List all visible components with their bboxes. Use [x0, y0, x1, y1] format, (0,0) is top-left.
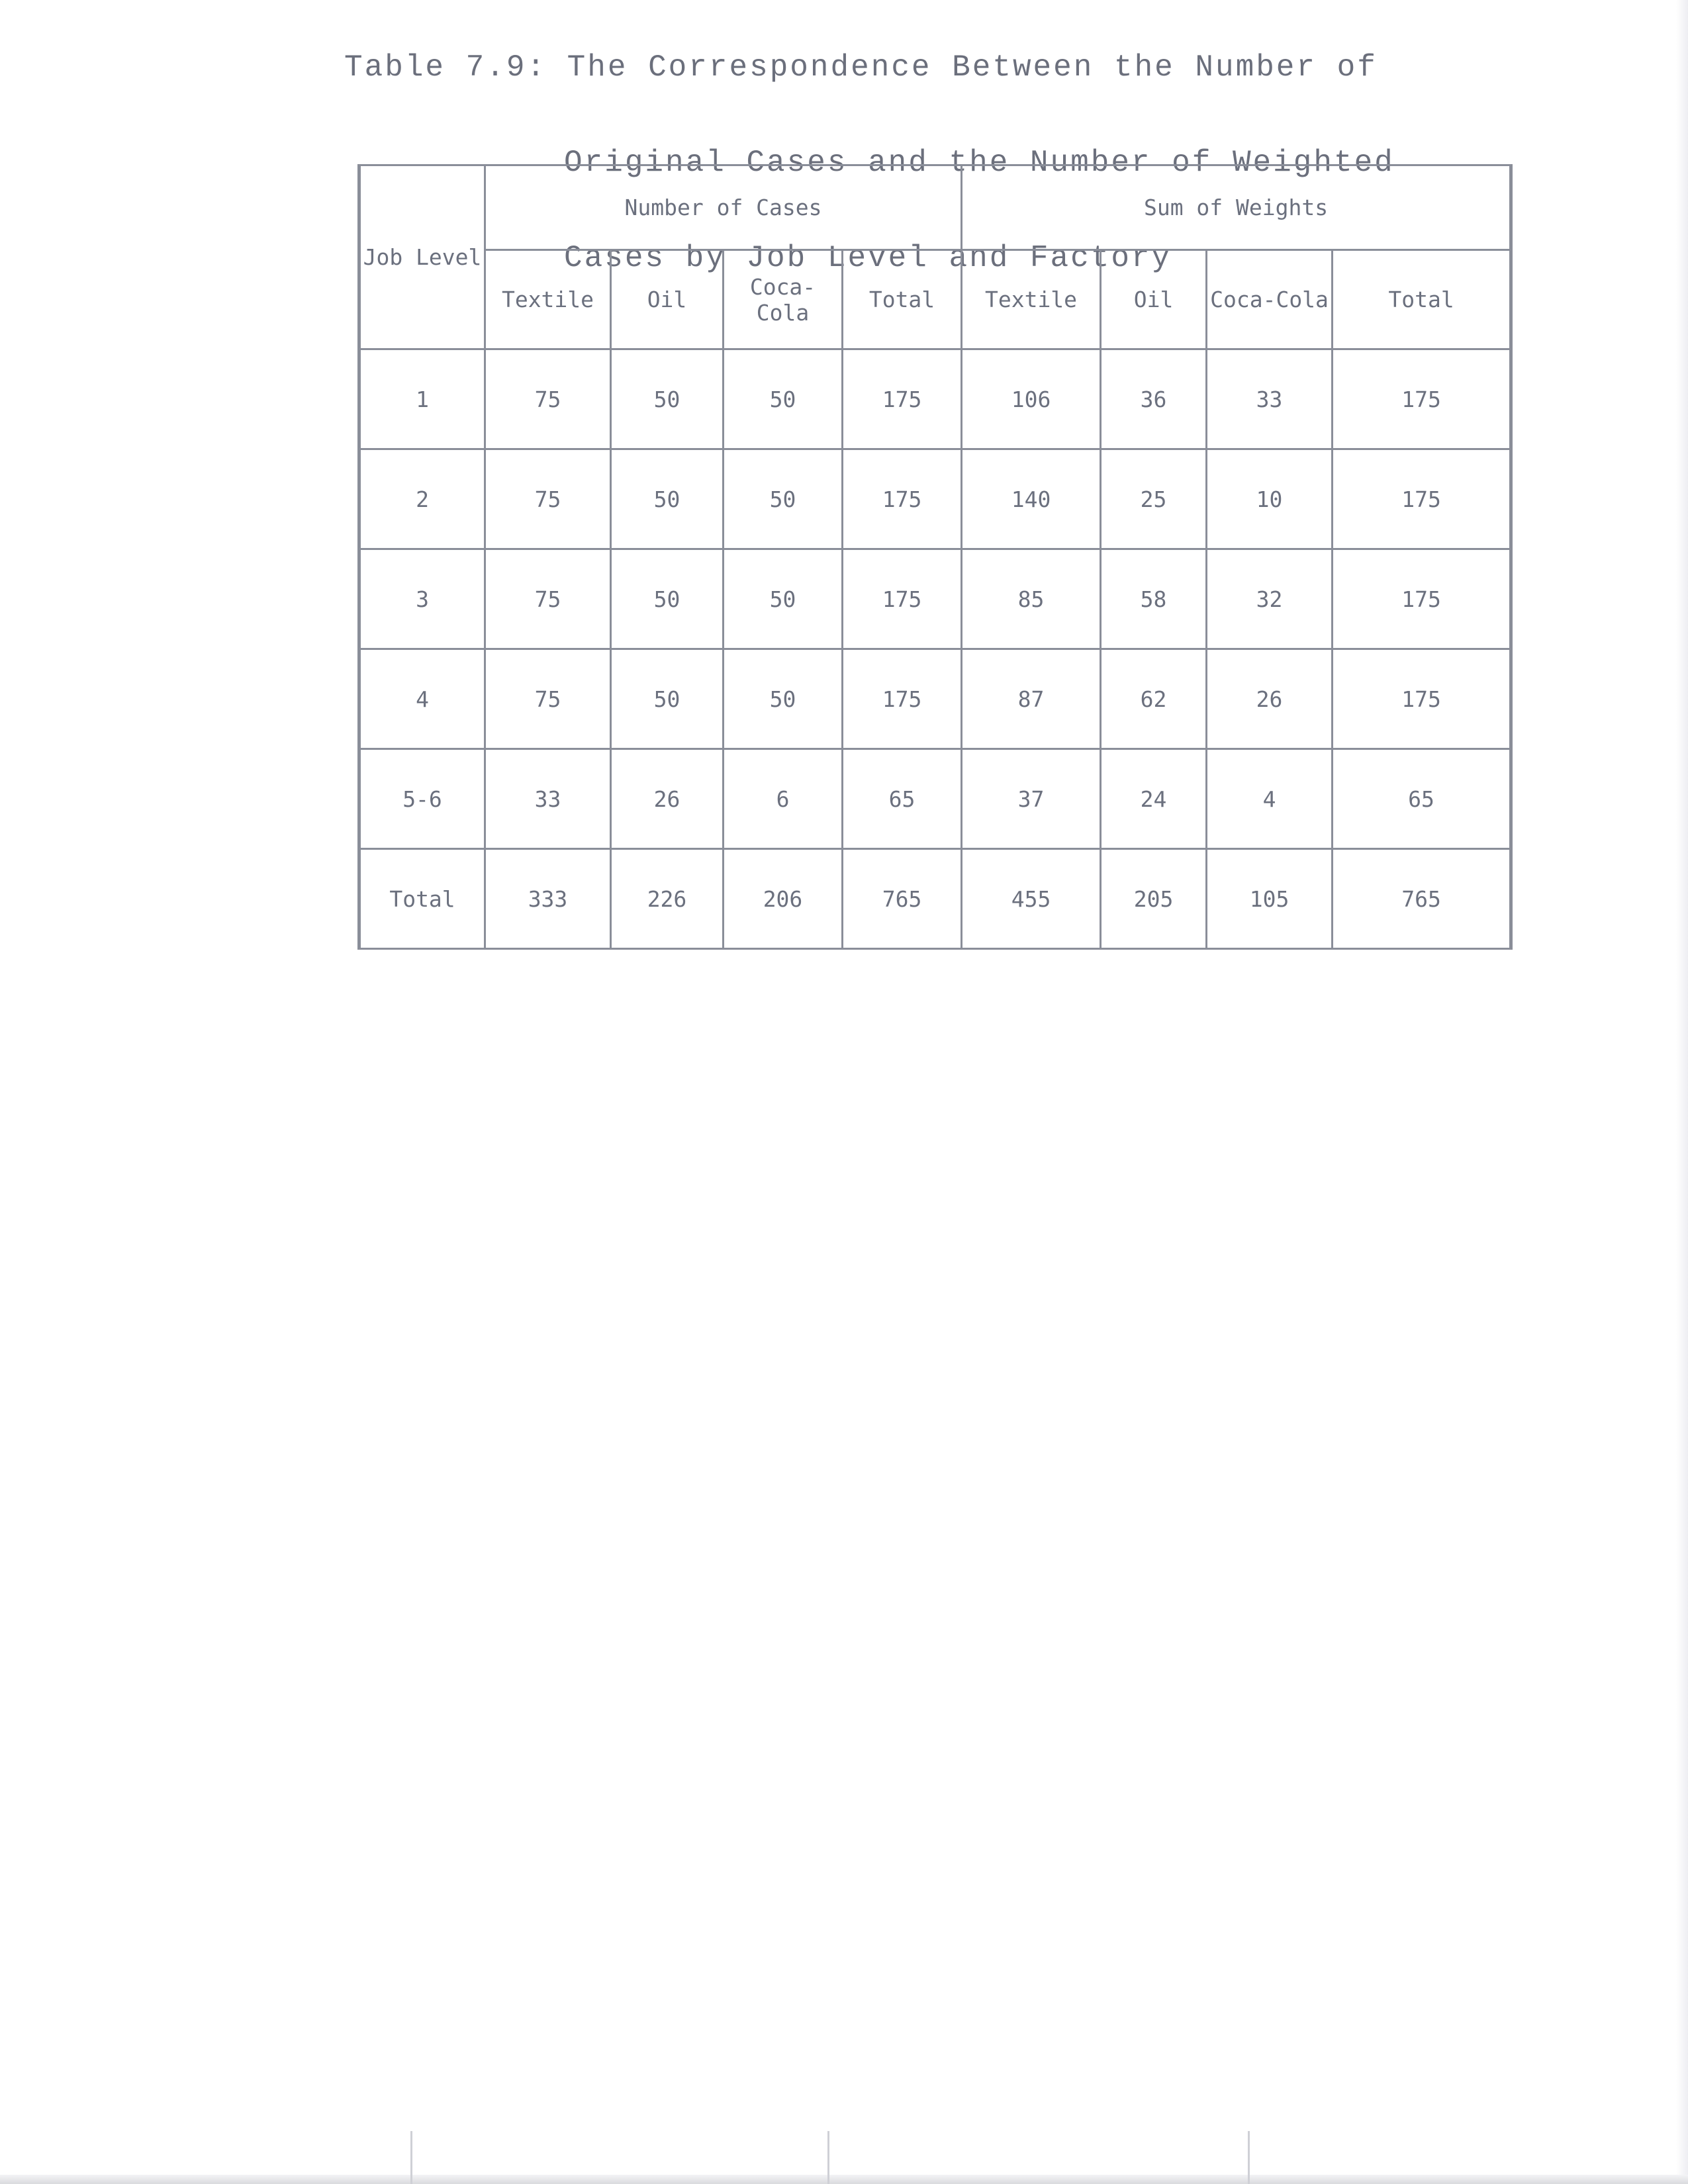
col-header-weights-cocacola: Coca-Cola [1207, 250, 1333, 349]
table-cell: 105 [1207, 849, 1333, 949]
table-cell: 50 [724, 549, 843, 649]
table-cell: 175 [1333, 449, 1511, 549]
col-header-cases-oil: Oil [611, 250, 724, 349]
table-cell: 765 [843, 849, 962, 949]
table-cell: 175 [843, 449, 962, 549]
table-cell: 75 [485, 649, 611, 749]
table-cell: 50 [611, 449, 724, 549]
table-cell: 765 [1333, 849, 1511, 949]
table-row [359, 749, 1511, 849]
col-header-cases-cocacola: Coca-Cola [724, 250, 843, 349]
table-row [359, 649, 1511, 749]
col-header-cases-total: Total [843, 250, 962, 349]
col-header-cases-textile: Textile [485, 250, 611, 349]
table-cell: 50 [724, 349, 843, 449]
table-cell: 50 [724, 649, 843, 749]
table-cell: 333 [485, 849, 611, 949]
scan-right-edge [1676, 0, 1688, 2184]
scan-edge-shadow [0, 2175, 1688, 2184]
table-cell: 175 [1333, 349, 1511, 449]
scan-tick [410, 2131, 412, 2184]
table-cell: 85 [962, 549, 1101, 649]
table-cell: 140 [962, 449, 1101, 549]
table-cell: 175 [843, 649, 962, 749]
table-cell: 75 [485, 549, 611, 649]
group-header-number-of-cases: Number of Cases [485, 165, 962, 250]
table-cell: 75 [485, 449, 611, 549]
table-cell: 205 [1101, 849, 1207, 949]
col-header-weights-total: Total [1333, 250, 1511, 349]
table-cell: 455 [962, 849, 1101, 949]
table-cell: 175 [843, 349, 962, 449]
table-cell: 65 [1333, 749, 1511, 849]
table-cell: 50 [611, 549, 724, 649]
col-header-weights-oil: Oil [1101, 250, 1207, 349]
job-level-cell: Total [359, 849, 485, 949]
table-cell: 24 [1101, 749, 1207, 849]
caption-line-3: Cases by Job Level and Factory [564, 241, 1172, 275]
job-level-cell: 1 [359, 349, 485, 449]
col-header-weights-textile: Textile [962, 250, 1101, 349]
table-row [359, 349, 1511, 449]
group-header-sum-of-weights: Sum of Weights [962, 165, 1511, 250]
table-cell: 36 [1101, 349, 1207, 449]
table-cell: 37 [962, 749, 1101, 849]
job-level-cell: 4 [359, 649, 485, 749]
table-cell: 206 [724, 849, 843, 949]
table-cell: 25 [1101, 449, 1207, 549]
scan-tick [1248, 2131, 1250, 2184]
table-cell: 50 [611, 349, 724, 449]
job-level-cell: 5-6 [359, 749, 485, 849]
table-cell: 65 [843, 749, 962, 849]
job-level-header [359, 165, 485, 349]
table-cell: 106 [962, 349, 1101, 449]
job-level-header-label: Job Level [363, 244, 482, 270]
table-cell: 50 [724, 449, 843, 549]
table-row [359, 549, 1511, 649]
job-level-cell: 3 [359, 549, 485, 649]
job-level-cell: 2 [359, 449, 485, 549]
scan-tick [827, 2131, 829, 2184]
table-cell: 6 [724, 749, 843, 849]
table-cell: 175 [1333, 649, 1511, 749]
scan-bottom-edge [0, 2124, 1688, 2184]
table-cell: 62 [1101, 649, 1207, 749]
table-cell: 10 [1207, 449, 1333, 549]
caption-line-1: Table 7.9: The Correspondence Between the Number of [344, 50, 1378, 85]
table-cell: 75 [485, 349, 611, 449]
table-cell: 58 [1101, 549, 1207, 649]
table-row [359, 449, 1511, 549]
table-cell: 226 [611, 849, 724, 949]
table-cell: 175 [843, 549, 962, 649]
table-cell: 87 [962, 649, 1101, 749]
weights-table [357, 164, 1513, 950]
caption-line-2: Original Cases and the Number of Weighted [564, 146, 1395, 180]
table-cell: 26 [611, 749, 724, 849]
table-cell: 32 [1207, 549, 1333, 649]
table-cell: 175 [1333, 549, 1511, 649]
table-cell: 4 [1207, 749, 1333, 849]
table-cell: 26 [1207, 649, 1333, 749]
table-row-total [359, 849, 1511, 949]
table-cell: 50 [611, 649, 724, 749]
table-cell: 33 [1207, 349, 1333, 449]
table-cell: 33 [485, 749, 611, 849]
